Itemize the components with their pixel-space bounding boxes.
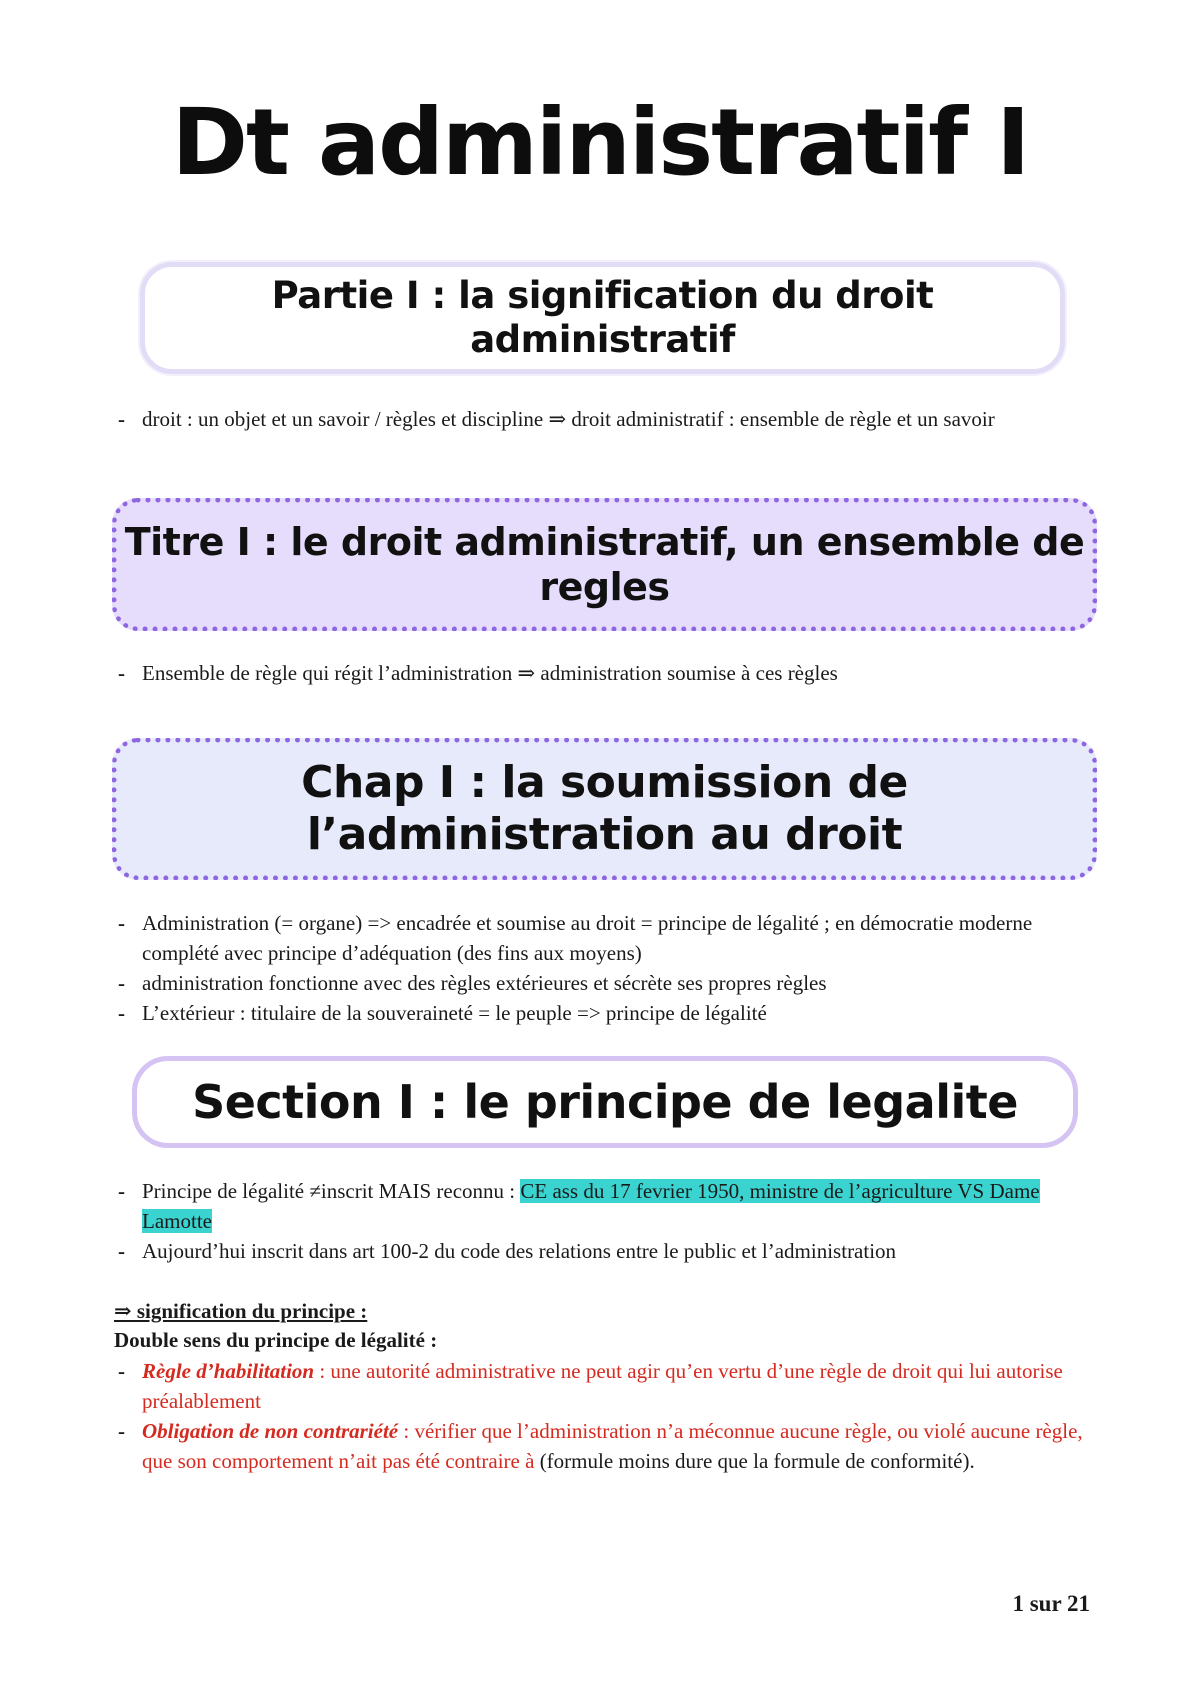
heading-titre-box xyxy=(112,498,1097,631)
list-item: - droit : un objet et un savoir / règles et discipline ⇒ droit administratif : ensemble de règle et un savoir xyxy=(118,404,1098,434)
list-item: - Administration (= organe) => encadrée et soumise au droit = principe de légalité ; en démocratie moderne complété avec principe d’adéquation (des fins aux moyens) xyxy=(118,908,1098,968)
list-item: - L’extérieur : titulaire de la souveraineté = le peuple => principe de légalité xyxy=(118,998,1098,1028)
heading-partie: Partie I : la signification du droit administratif xyxy=(271,274,934,361)
list-item xyxy=(118,1416,1098,1476)
list-item xyxy=(118,1176,1098,1236)
chap-bullet-list xyxy=(118,908,1098,1028)
signification-bullet-list xyxy=(118,1356,1098,1476)
list-item-text-red: : vérifier que l’administration n’a méconnue aucune règle, ou violé aucune règle, que son comportement n’ait pas été contraire à xyxy=(142,1419,1083,1473)
list-item-text: : une autorité administrative ne peut agir qu’en vertu d’une règle de droit qui lui autorise préalablement xyxy=(142,1359,1063,1413)
heading-chap: Chap I : la soumission de l’administration au droit xyxy=(301,757,908,860)
list-item-text-black: (formule moins dure que la formule de conformité). xyxy=(534,1449,975,1473)
page-number: 1 sur 21 xyxy=(1012,1591,1090,1616)
list-item-text: Principe de légalité ≠inscrit MAIS reconnu : xyxy=(142,1179,521,1203)
term-regle-habilitation: Règle d’habilitation xyxy=(142,1359,315,1383)
list-item: - Aujourd’hui inscrit dans art 100-2 du code des relations entre le public et l’administration xyxy=(118,1236,1098,1266)
list-item xyxy=(118,1356,1098,1416)
list-item: - administration fonctionne avec des règles extérieures et sécrète ses propres règles xyxy=(118,968,1098,998)
heading-titre: Titre I : le droit administratif, un ensemble de regles xyxy=(124,519,1085,609)
partie-bullet-list xyxy=(118,404,1098,434)
titre-bullet-list xyxy=(118,658,1098,688)
heading-section-box xyxy=(132,1056,1078,1148)
heading-partie-box xyxy=(140,262,1065,374)
signification-subheading: Double sens du principe de légalité : xyxy=(114,1328,438,1352)
section-bullet-list xyxy=(118,1176,1098,1266)
highlighted-case-reference: CE ass du 17 fevrier 1950, ministre de l’agriculture VS Dame Lamotte xyxy=(142,1179,1040,1233)
signification-heading: ⇒ signification du principe : xyxy=(114,1299,368,1323)
term-non-contrariete: Obligation de non contrariété xyxy=(142,1419,399,1443)
heading-section: Section I : le principe de legalite xyxy=(192,1074,1018,1129)
heading-chap-box xyxy=(112,738,1097,880)
document-title: Dt administratif I xyxy=(171,89,1029,196)
list-item: - Ensemble de règle qui régit l’administration ⇒ administration soumise à ces règles xyxy=(118,658,1098,688)
